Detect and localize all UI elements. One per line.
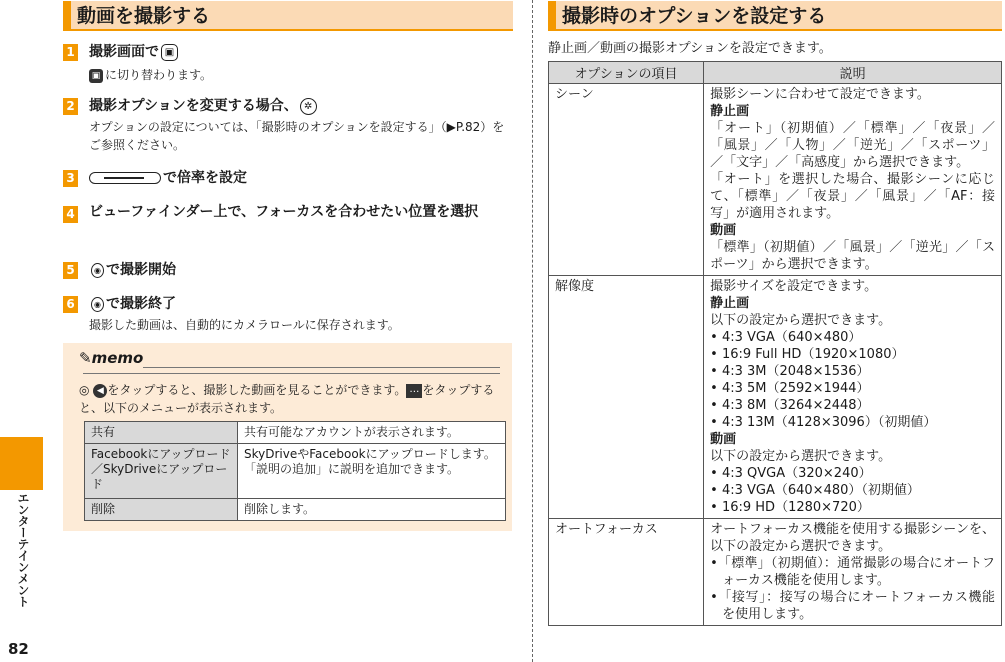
table-row	[549, 519, 1002, 626]
table-header-row	[549, 62, 1002, 84]
section-title-record-video: 動画を撮影する	[63, 1, 513, 31]
table-row	[549, 84, 1002, 276]
step-number: 1	[63, 44, 78, 61]
video-camera-icon: ▣	[89, 69, 103, 83]
zoom-slider-icon	[89, 172, 161, 184]
chapter-tab	[0, 437, 43, 490]
table-cell-label: Facebookにアップロード／SkyDriveにアップロード	[85, 444, 238, 499]
camera-roll-icon: ◀	[93, 384, 107, 398]
step-text: で倍率を設定	[89, 166, 247, 190]
table-row	[85, 444, 506, 499]
page-number: 82	[8, 640, 29, 658]
table-cell-desc: 削除します。	[238, 499, 506, 521]
chapter-label: エンターテインメント	[16, 492, 30, 607]
table-cell-label: 共有	[85, 422, 238, 444]
column-header-item: オプションの項目	[549, 62, 704, 84]
options-table	[548, 61, 1002, 626]
record-key-icon: ◉	[91, 263, 104, 278]
section-intro: 静止画／動画の撮影オプションを設定できます。	[548, 41, 832, 56]
option-desc: 撮影サイズを設定できます。 静止画 以下の設定から選択できます。 • 4:3 VGA（640×480） • 16:9 Full HD（1920×1080） • 4:3 3M（2048×1536） • 4:3 5M（2592×1944） • 4:3 8M（3264×2448） • 4:3 13M（4128×3096）（初期値） 動画 以下の設定から選択できます。 • 4:3 QVGA（320×240） • 4:3 VGA（640×480）（初期値） • 16:9 HD（1280×720）	[704, 276, 1002, 519]
step-number: 3	[63, 170, 78, 187]
step-text: 撮影オプションを変更する場合、 ✲	[89, 94, 319, 118]
table-row	[85, 499, 506, 521]
memo-text: ◎ ◀ をタップすると、撮影した動画を見ることができます。 … をタップすると、以下のメニューが表示されます。	[79, 383, 495, 415]
pencil-icon: ✎	[79, 349, 92, 367]
table-row	[549, 276, 1002, 519]
table-cell-desc: 共有可能なアカウントが表示されます。	[238, 422, 506, 444]
table-cell-desc: SkyDriveやFacebookにアップロードします。「説明の追加」に説明を追加できます。	[238, 444, 506, 499]
step-text: ◉ で撮影終了	[89, 292, 176, 316]
step-text: 撮影画面で ▣	[89, 40, 180, 64]
table-cell-label: 削除	[85, 499, 238, 521]
video-mode-icon: ▣	[161, 44, 178, 61]
option-name: オートフォーカス	[549, 519, 704, 626]
step-note: 撮影した動画は、自動的にカメラロールに保存されます。	[89, 318, 400, 332]
step-note: オプションの設定については、「撮影時のオプションを設定する」（▶P.82）をご参照ください。	[89, 120, 505, 152]
memo-title: ✎memo	[79, 349, 144, 367]
options-gear-icon: ✲	[300, 98, 317, 115]
record-key-icon: ◉	[91, 297, 104, 312]
column-header-desc: 説明	[704, 62, 1002, 84]
option-desc: 撮影シーンに合わせて設定できます。 静止画 「オート」（初期値）／「標準」／「夜景」／「風景」／「人物」／「逆光」／「スポーツ」／「文字」／「高感度」から選択できます。 「オート」を選択した場合、撮影シーンに応じて、「標準」／「夜景」／「風景」／「AF：接写」が適用されます。 動画 「標準」（初期値）／「風景」／「逆光」／「スポーツ」から選択できます。	[704, 84, 1002, 276]
step-number: 5	[63, 262, 78, 279]
column-divider	[532, 0, 533, 662]
step-text: ビューファインダー上で、フォーカスを合わせたい位置を選択	[89, 204, 479, 220]
section-title-options: 撮影時のオプションを設定する	[548, 1, 1002, 31]
memo-rule	[83, 373, 500, 374]
table-row	[85, 422, 506, 444]
more-icon: …	[406, 384, 422, 398]
option-name: シーン	[549, 84, 704, 276]
step-number: 2	[63, 98, 78, 115]
step-text: ◉ で撮影開始	[89, 258, 176, 282]
step-number: 4	[63, 206, 78, 223]
step-number: 6	[63, 296, 78, 313]
memo-rule	[143, 367, 500, 368]
option-name: 解像度	[549, 276, 704, 519]
step-note: ▣ に切り替わります。	[89, 66, 212, 84]
memo-menu-table	[84, 421, 506, 521]
option-desc: オートフォーカス機能を使用する撮影シーンを、以下の設定から選択できます。 •「標準」（初期値）：通常撮影の場合にオートフォーカス機能を使用します。 •「接写」：接写の場合にオートフォーカス機能を使用します。	[704, 519, 1002, 626]
